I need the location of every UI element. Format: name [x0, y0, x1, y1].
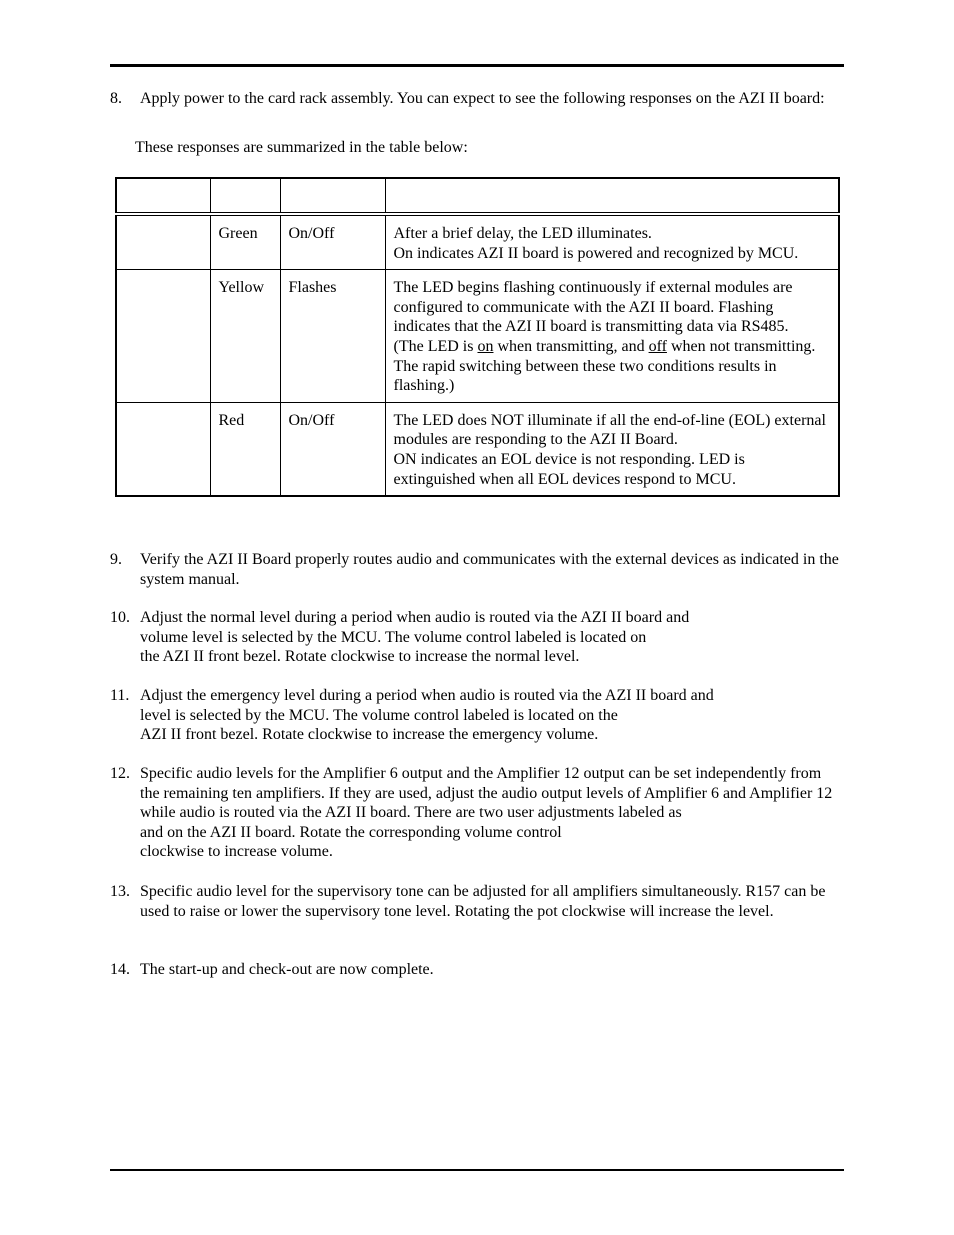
- underlined-word: on: [477, 337, 494, 355]
- led-color-cell: Green: [210, 214, 280, 270]
- step-number: 9.: [110, 551, 122, 568]
- table-header-row: [116, 178, 839, 214]
- description-text: when transmitting, and: [493, 337, 649, 355]
- header-cell: [385, 178, 839, 214]
- led-state-cell: On/Off: [280, 214, 385, 270]
- step-number: 13.: [110, 883, 130, 900]
- step-text: Verify the AZI II Board properly routes audio and communicates with the external devices as indicated in the system manual.: [140, 551, 839, 588]
- led-description-cell: After a brief delay, the LED illuminates. On indicates AZI II board is powered and recognized by MCU.: [385, 214, 839, 270]
- led-description-cell: [385, 270, 839, 403]
- header-rule: [110, 64, 844, 67]
- step-text: Specific audio levels for the Amplifier 6 output and the Amplifier 12 output can be set independently from the remaining ten amplifiers. If they are used, adjust the audio output levels of Amplifier 6 and Amplifier 12 while audio is routed via the AZI II board. There are two user adjustments labeled as and on the AZI II board. Rotate the corresponding volume control clockwise to increase volume.: [140, 765, 833, 861]
- table-row: [116, 270, 839, 403]
- step-text: The start-up and check-out are now complete.: [140, 961, 434, 978]
- footer-rule: [110, 1169, 844, 1171]
- step-text: Adjust the normal level during a period when audio is routed via the AZI II board and volume level is selected by the MCU. The volume control labeled is located on the AZI II front bezel. Rotate clockwise to increase the normal level.: [140, 609, 690, 666]
- table-row: [116, 402, 839, 496]
- led-state-cell: On/Off: [280, 402, 385, 496]
- step-14: [110, 960, 840, 980]
- description-text: when not transmitting. The rapid switching between these two conditions results in flashing.): [393, 337, 816, 395]
- led-response-table: [115, 177, 840, 497]
- table-intro: These responses are summarized in the table below:: [135, 139, 468, 156]
- led-description-cell: The LED does NOT illuminate if all the end-of-line (EOL) external modules are responding to the AZI II Board. ON indicates an EOL device is not responding. LED is extinguished when all EOL devices respond to MCU.: [385, 402, 839, 496]
- led-state-cell: Flashes: [280, 270, 385, 403]
- description-text: The LED begins flashing continuously if external modules are configured to communicate with the AZI II board. Flashing indicates that the AZI II board is transmitting data via RS485. (The LED is: [393, 279, 793, 355]
- step-12: [110, 764, 840, 862]
- led-name-cell: [116, 402, 210, 496]
- step-text: Apply power to the card rack assembly. You can expect to see the following responses on the AZI II board:: [140, 90, 825, 107]
- step-11: [110, 686, 840, 745]
- led-name-cell: [116, 270, 210, 403]
- led-color-cell: Yellow: [210, 270, 280, 403]
- step-9: [110, 550, 840, 589]
- led-name-cell: [116, 214, 210, 270]
- header-cell: [280, 178, 385, 214]
- led-color-cell: Red: [210, 402, 280, 496]
- step-number: 12.: [110, 765, 130, 782]
- step-13: [110, 882, 840, 921]
- step-10: [110, 608, 840, 667]
- step-text: Specific audio level for the supervisory tone can be adjusted for all amplifiers simultaneously. R157 can be used to raise or lower the supervisory tone level. Rotating the pot clockwise will increase the level.: [140, 883, 826, 920]
- step-text: Adjust the emergency level during a period when audio is routed via the AZI II board and level is selected by the MCU. The volume control labeled is located on the AZI II front bezel. Rotate clockwise to increase the emergency volume.: [140, 687, 714, 744]
- step-8: [110, 89, 840, 109]
- step-number: 8.: [110, 90, 122, 107]
- table-row: [116, 214, 839, 270]
- step-number: 11.: [110, 687, 130, 704]
- underlined-word: off: [648, 337, 667, 355]
- step-number: 14.: [110, 961, 130, 978]
- header-cell: [116, 178, 210, 214]
- step-number: 10.: [110, 609, 130, 626]
- header-cell: [210, 178, 280, 214]
